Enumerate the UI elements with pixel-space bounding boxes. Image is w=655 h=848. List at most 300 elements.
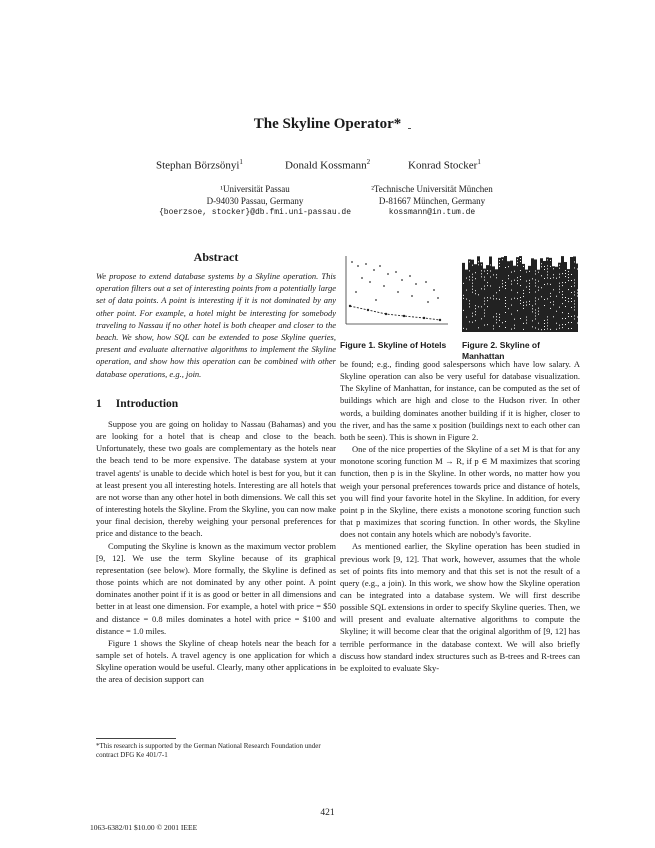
building-window — [496, 316, 497, 317]
building — [552, 266, 555, 332]
building-window — [535, 291, 536, 292]
building-window — [463, 295, 464, 296]
building-window — [478, 294, 479, 295]
building-window — [514, 271, 515, 272]
building-window — [481, 264, 482, 265]
building-window — [535, 285, 536, 286]
building-window — [514, 328, 515, 329]
figure-1-scatter-plot — [340, 252, 452, 332]
building-window — [565, 276, 566, 277]
page-number: 421 — [320, 808, 335, 818]
building-window — [544, 320, 545, 321]
building-window — [565, 318, 566, 319]
building-window — [517, 310, 518, 311]
building-window — [571, 316, 572, 317]
building-window — [502, 283, 503, 284]
building-window — [523, 308, 524, 309]
building-window — [559, 325, 560, 326]
building — [465, 270, 468, 332]
building-window — [550, 260, 551, 261]
building-window — [550, 293, 551, 294]
building-window — [505, 306, 506, 307]
building-window — [493, 298, 494, 299]
building-window — [532, 320, 533, 321]
building-window — [562, 327, 563, 328]
building-window — [553, 301, 554, 302]
building-window — [493, 316, 494, 317]
building-window — [538, 281, 539, 282]
building — [549, 258, 552, 332]
building-window — [568, 313, 569, 314]
building-window — [520, 303, 521, 304]
building-window — [562, 324, 563, 325]
building-window — [484, 298, 485, 299]
building-window — [547, 271, 548, 272]
building-window — [499, 317, 500, 318]
building-window — [535, 270, 536, 271]
building-window — [577, 269, 578, 270]
building-window — [517, 262, 518, 263]
building-window — [538, 311, 539, 312]
building-window — [568, 280, 569, 281]
building-window — [523, 290, 524, 291]
building-window — [553, 268, 554, 269]
section-1-number: 1 — [96, 398, 102, 410]
building-window — [529, 301, 530, 302]
figure-2-caption: Figure 2. Skyline of Manhattan — [462, 340, 540, 361]
building-window — [535, 297, 536, 298]
building-window — [508, 275, 509, 276]
building-window — [547, 319, 548, 320]
building-window — [559, 283, 560, 284]
building-window — [520, 285, 521, 286]
building-window — [499, 266, 500, 267]
building — [477, 256, 480, 332]
building-window — [538, 287, 539, 288]
building-window — [472, 322, 473, 323]
building-window — [508, 278, 509, 279]
building-window — [511, 305, 512, 306]
building — [570, 257, 573, 332]
building-window — [517, 298, 518, 299]
building-window — [568, 277, 569, 278]
building-window — [541, 329, 542, 330]
building-window — [577, 290, 578, 291]
building-window — [550, 266, 551, 267]
building-window — [526, 317, 527, 318]
building-window — [532, 311, 533, 312]
building-window — [547, 265, 548, 266]
building-window — [535, 282, 536, 283]
building-window — [505, 300, 506, 301]
building-window — [484, 304, 485, 305]
building-window — [562, 312, 563, 313]
building-window — [547, 274, 548, 275]
building-window — [574, 303, 575, 304]
building-window — [517, 292, 518, 293]
building-window — [538, 329, 539, 330]
building-window — [574, 267, 575, 268]
building-window — [529, 271, 530, 272]
building-window — [469, 261, 470, 262]
building-window — [535, 327, 536, 328]
building-window — [469, 279, 470, 280]
building-window — [469, 270, 470, 271]
building-window — [496, 322, 497, 323]
building-window — [517, 280, 518, 281]
building-window — [502, 286, 503, 287]
building-window — [553, 274, 554, 275]
building-window — [559, 277, 560, 278]
building-window — [475, 311, 476, 312]
building-window — [472, 277, 473, 278]
building-window — [562, 297, 563, 298]
building-window — [547, 268, 548, 269]
building-window — [562, 282, 563, 283]
building-window — [568, 301, 569, 302]
affiliation-1-address: D-94030 Passau, Germany — [206, 196, 304, 206]
building-window — [565, 324, 566, 325]
footnote: *This research is supported by the German National Research Foundation under contract DFG Ke 401/7-1 — [96, 742, 321, 759]
building-window — [562, 273, 563, 274]
building-window — [535, 279, 536, 280]
building-window — [535, 303, 536, 304]
affiliation-2-email: kossmann@in.tum.de — [388, 208, 476, 217]
building-window — [472, 286, 473, 287]
building-window — [487, 285, 488, 286]
building-window — [541, 287, 542, 288]
right-column-body — [340, 358, 580, 674]
building-window — [505, 267, 506, 268]
building-window — [574, 315, 575, 316]
affiliation-2-institution: ²Technische Universität München — [371, 184, 493, 194]
building-window — [574, 294, 575, 295]
building-window — [505, 285, 506, 286]
building-window — [526, 323, 527, 324]
building-window — [538, 290, 539, 291]
building-window — [520, 270, 521, 271]
building-window — [496, 292, 497, 293]
building — [534, 259, 537, 332]
building-window — [565, 270, 566, 271]
building-window — [535, 300, 536, 301]
building-window — [490, 264, 491, 265]
building-window — [511, 314, 512, 315]
building-window — [529, 289, 530, 290]
building-window — [496, 313, 497, 314]
building-window — [490, 270, 491, 271]
building-window — [532, 308, 533, 309]
building-window — [556, 278, 557, 279]
building-window — [523, 266, 524, 267]
building-window — [514, 325, 515, 326]
building-window — [571, 307, 572, 308]
building-window — [571, 292, 572, 293]
building-window — [502, 259, 503, 260]
stray-mark — [408, 128, 411, 129]
building-window — [562, 318, 563, 319]
building — [561, 256, 564, 332]
building-window — [559, 307, 560, 308]
building-window — [469, 303, 470, 304]
building-window — [520, 261, 521, 262]
building-window — [484, 301, 485, 302]
building-window — [535, 273, 536, 274]
building — [516, 257, 519, 332]
building-window — [478, 306, 479, 307]
building-window — [520, 258, 521, 259]
building-window — [511, 290, 512, 291]
building-window — [544, 284, 545, 285]
building-window — [502, 280, 503, 281]
building-window — [562, 303, 563, 304]
building-window — [487, 300, 488, 301]
building-window — [484, 286, 485, 287]
building — [474, 264, 477, 332]
building-window — [511, 284, 512, 285]
building-window — [559, 292, 560, 293]
building-window — [541, 266, 542, 267]
building-window — [511, 272, 512, 273]
fig1-points — [351, 261, 439, 303]
building — [486, 265, 489, 332]
building — [498, 258, 501, 332]
building-window — [568, 274, 569, 275]
building-window — [547, 277, 548, 278]
building — [564, 262, 567, 332]
figure-1-caption: Figure 1. Skyline of Hotels — [340, 340, 447, 350]
section-1-heading — [96, 398, 178, 410]
building-window — [499, 320, 500, 321]
building — [483, 269, 486, 332]
building — [555, 267, 558, 332]
building-window — [493, 328, 494, 329]
building-window — [487, 282, 488, 283]
building-window — [490, 297, 491, 298]
building-window — [487, 273, 488, 274]
building-window — [541, 263, 542, 264]
building-window — [505, 303, 506, 304]
building-window — [547, 283, 548, 284]
building-window — [538, 323, 539, 324]
building-window — [463, 283, 464, 284]
building-window — [466, 278, 467, 279]
building — [513, 266, 516, 332]
building-window — [532, 278, 533, 279]
building-window — [523, 302, 524, 303]
building-window — [496, 319, 497, 320]
building-window — [520, 300, 521, 301]
building-window — [559, 289, 560, 290]
building-window — [568, 289, 569, 290]
building-window — [505, 297, 506, 298]
building-window — [478, 261, 479, 262]
building-window — [565, 297, 566, 298]
building-window — [574, 285, 575, 286]
building-window — [562, 285, 563, 286]
building-window — [574, 300, 575, 301]
building-window — [523, 323, 524, 324]
building-window — [484, 277, 485, 278]
abstract-text: We propose to extend database systems by a Skyline operation. This operation filters out a set of interesting points from a potentially large set of data points. A point is interesting if it is not dominated by any other point. For example, a hotel might be interesting for somebody traveling to Nassau if no other hotel is both cheaper and closer to the beach. We show, how SQL can be extended to pose Skyline queries, present and evaluate alternative algorithms to implement the Skyline operation, and show how this operation can be combined with other database operations, e.g., join. — [96, 271, 336, 379]
building-window — [556, 323, 557, 324]
building-window — [535, 309, 536, 310]
building-window — [556, 329, 557, 330]
building-window — [481, 306, 482, 307]
building-window — [559, 268, 560, 269]
building — [540, 258, 543, 332]
building-window — [574, 309, 575, 310]
building-window — [481, 288, 482, 289]
building-window — [538, 272, 539, 273]
building-window — [571, 286, 572, 287]
building-window — [568, 298, 569, 299]
building-window — [550, 329, 551, 330]
author-2 — [285, 158, 370, 172]
building-window — [469, 321, 470, 322]
building-window — [565, 273, 566, 274]
right-paragraph-2: One of the nice properties of the Skyline of a set M is that for any monotone scoring function M → R, if p ∈ M maximizes that scoring function, then p is in the Skyline. In other words, no matter how you weigh your personal preferences towards price and distance of hotels, you will find your favorite hotel in the Skyline. In addition, for every point p in the Skyline, there exists a monotone scoring function such that p maximizes that scoring function. In other words, the Skyline does not contain any hotels which are nobody's favorite. — [340, 444, 580, 540]
building-window — [529, 286, 530, 287]
building-window — [481, 276, 482, 277]
building-window — [484, 271, 485, 272]
building — [507, 261, 510, 332]
building — [522, 264, 525, 332]
building-window — [526, 305, 527, 306]
affiliation-2 — [352, 183, 512, 219]
building-window — [496, 274, 497, 275]
building-window — [529, 304, 530, 305]
building-window — [556, 296, 557, 297]
building — [468, 259, 471, 332]
abstract-heading: Abstract — [193, 250, 239, 264]
building-window — [493, 325, 494, 326]
building-window — [499, 287, 500, 288]
building-window — [574, 282, 575, 283]
building-window — [520, 276, 521, 277]
building-window — [499, 299, 500, 300]
building — [471, 260, 474, 332]
building-window — [499, 263, 500, 264]
building-window — [490, 276, 491, 277]
building-window — [481, 318, 482, 319]
building-window — [577, 293, 578, 294]
building-window — [475, 314, 476, 315]
intro-paragraph-2: Computing the Skyline is known as the maximum vector problem [9, 12]. We use the term Skyline because of its graphical representation (see below). More formally, the Skyline is defined as those points which are not dominated by any other point. A point dominates another point if it is as good or better in all dimensions and better in at least one dimension. For example, a hotel with price = $50 and distance = 0.8 miles dominates a hotel with price = $100 and distance = 1.0 miles. — [96, 540, 336, 636]
building — [528, 266, 531, 332]
building-window — [568, 271, 569, 272]
building-window — [535, 318, 536, 319]
building-window — [538, 299, 539, 300]
building-window — [571, 322, 572, 323]
building-window — [511, 329, 512, 330]
building-window — [577, 323, 578, 324]
building-window — [484, 280, 485, 281]
author-1-mark: 1 — [239, 158, 243, 166]
building — [489, 256, 492, 332]
building-window — [523, 329, 524, 330]
building-window — [571, 274, 572, 275]
author-3 — [408, 158, 481, 172]
building — [537, 270, 540, 332]
building-window — [490, 285, 491, 286]
building-window — [565, 282, 566, 283]
building-window — [505, 288, 506, 289]
building-window — [538, 308, 539, 309]
building-window — [517, 259, 518, 260]
building-window — [565, 306, 566, 307]
building-window — [523, 305, 524, 306]
left-column-body — [96, 418, 336, 685]
building-window — [475, 320, 476, 321]
building — [462, 263, 465, 332]
fig1-skyline-line — [350, 306, 440, 320]
building-window — [487, 270, 488, 271]
building-window — [514, 298, 515, 299]
building-window — [496, 298, 497, 299]
building-window — [469, 300, 470, 301]
building-window — [559, 265, 560, 266]
building-window — [562, 294, 563, 295]
author-1-name: Stephan Börzsönyi — [156, 159, 240, 172]
intro-paragraph-1: Suppose you are going on holiday to Nassau (Bahamas) and you are looking for a hotel that is cheap and close to the beach. Unfortunately, these two goals are complementary as the hotels near the beach tend to be more expensive. The database system at your travel agents' is unable to decide which hotel is best for you, but it can at least present you all interesting hotels. Interesting are all hotels that are not worse than any other hotel in both dimensions. We call this set of interesting hotels the Skyline. From the Skyline, you can now make your final decision, thereby weighing your personal preferences for price and distance to the beach. — [96, 419, 336, 539]
building-window — [544, 329, 545, 330]
building-window — [472, 316, 473, 317]
building-window — [553, 289, 554, 290]
affiliation-1-email: {boerzsoe, stocker}@db.fmi.uni-passau.de — [158, 208, 352, 217]
building-window — [574, 279, 575, 280]
building-window — [472, 265, 473, 266]
building-window — [571, 280, 572, 281]
building-window — [532, 305, 533, 306]
building-window — [475, 293, 476, 294]
building — [576, 264, 578, 332]
building-window — [484, 310, 485, 311]
building-window — [526, 320, 527, 321]
building-window — [547, 325, 548, 326]
author-3-name: Konrad Stocker — [408, 159, 478, 172]
affiliation-1-institution: ¹Universität Passau — [220, 184, 290, 194]
building-window — [484, 316, 485, 317]
building-window — [475, 290, 476, 291]
figure-2-manhattan-skyline — [462, 252, 578, 332]
building-window — [463, 310, 464, 311]
building — [480, 262, 483, 332]
building-window — [466, 290, 467, 291]
building-window — [574, 306, 575, 307]
building-window — [553, 316, 554, 317]
building — [501, 257, 504, 332]
building-window — [559, 286, 560, 287]
building-window — [469, 276, 470, 277]
building-window — [574, 261, 575, 262]
building-window — [472, 292, 473, 293]
building-window — [526, 272, 527, 273]
building-window — [505, 321, 506, 322]
building-window — [526, 281, 527, 282]
building-window — [547, 316, 548, 317]
building-window — [466, 329, 467, 330]
building-window — [538, 314, 539, 315]
building-window — [502, 322, 503, 323]
building-window — [547, 298, 548, 299]
building-window — [472, 280, 473, 281]
building-window — [484, 289, 485, 290]
building-window — [487, 297, 488, 298]
building-window — [472, 313, 473, 314]
building-window — [547, 328, 548, 329]
building-window — [544, 269, 545, 270]
